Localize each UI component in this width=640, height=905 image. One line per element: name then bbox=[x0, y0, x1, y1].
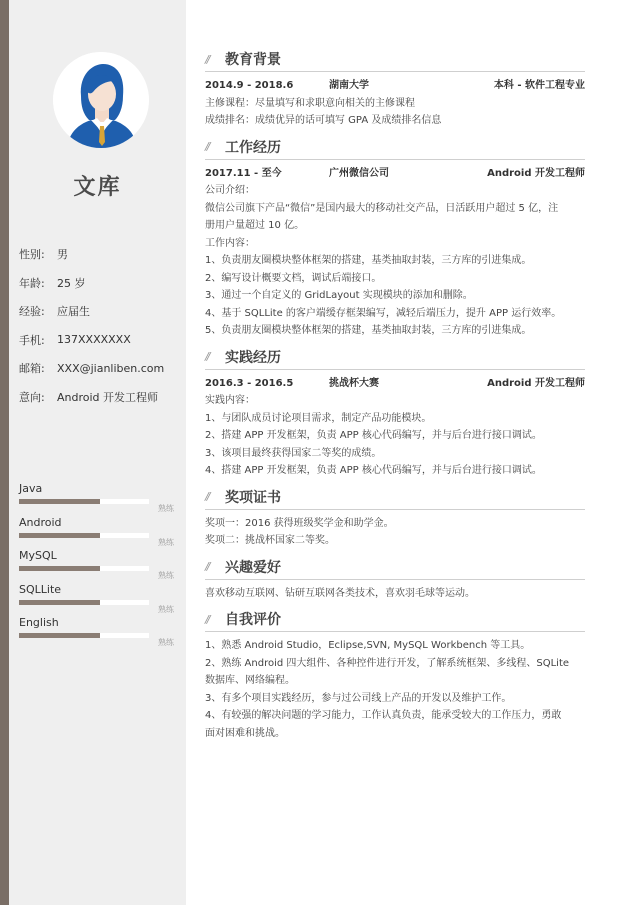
avatar-person-icon bbox=[53, 52, 149, 148]
section-divider bbox=[205, 509, 585, 510]
education-school: 湖南大学 bbox=[329, 80, 369, 91]
skill-bar-fill bbox=[19, 566, 100, 571]
skill-bar bbox=[19, 566, 149, 571]
skill-name: MySQL bbox=[19, 549, 57, 562]
self-eval-line: 3、有多个项目实践经历，参与过公司线上产品的开发以及维护工作。 bbox=[205, 692, 512, 704]
section-divider bbox=[205, 369, 585, 370]
education-degree: 本科 - 软件工程专业 bbox=[493, 80, 585, 91]
info-value: 男 bbox=[57, 248, 68, 262]
skill-bar bbox=[19, 600, 149, 605]
section-header bbox=[205, 136, 585, 158]
practice-item: 4、搭建 APP 开发框架，负责 APP 核心代码编写，并与后台进行接口调试。 bbox=[205, 465, 542, 476]
practice-event: 挑战杯大赛 bbox=[329, 377, 379, 389]
section-header bbox=[205, 48, 585, 70]
skill-bar bbox=[19, 499, 149, 504]
work-content-label: 工作内容： bbox=[205, 237, 255, 249]
skill-level: 熟练 bbox=[158, 537, 174, 547]
section-header bbox=[205, 346, 585, 368]
section-divider bbox=[205, 159, 585, 160]
work-item: 4、基于 SQLLite 的客户端缓存框架编写，减轻后端压力，提升 APP 运行效率。 bbox=[205, 307, 562, 319]
section-education bbox=[205, 48, 585, 130]
practice-item: 1、与团队成员讨论项目需求，制定产品功能模块。 bbox=[205, 412, 432, 424]
education-line: 主修课程：尽量填写和求职意向相关的主修课程 bbox=[205, 97, 415, 109]
info-value: 137XXXXXXX bbox=[57, 333, 131, 347]
self-eval-line: 面对困难和挑战。 bbox=[205, 727, 285, 739]
info-label: 年龄: bbox=[19, 276, 45, 290]
candidate-name: 文库 bbox=[73, 175, 122, 200]
section-title: 实践经历 bbox=[225, 349, 281, 366]
skill-item bbox=[19, 616, 184, 650]
skill-item bbox=[19, 549, 184, 583]
work-item: 3、通过一个自定义的 GridLayout 实现模块的添加和删除。 bbox=[205, 290, 473, 301]
section-self-evaluation bbox=[205, 608, 585, 742]
work-item: 2、编写设计概要文档，调试后端接口。 bbox=[205, 272, 382, 284]
section-header bbox=[205, 556, 585, 578]
left-edge-stripe bbox=[0, 0, 9, 905]
info-label: 经验: bbox=[19, 305, 45, 319]
work-item: 1、负责朋友圈模块整体框架的搭建，基类抽取封装，三方库的引进集成。 bbox=[205, 255, 532, 266]
work-intro-text: 册用户量超过 10 亿。 bbox=[205, 220, 305, 231]
practice-period: 2016.3 - 2016.5 bbox=[205, 377, 294, 389]
award-item: 奖项二：挑战杯国家二等奖。 bbox=[205, 535, 335, 546]
skill-bar-fill bbox=[19, 633, 100, 638]
skill-name: Java bbox=[19, 482, 43, 495]
work-period: 2017.11 - 至今 bbox=[205, 167, 282, 179]
self-eval-line: 数据库、网络编程。 bbox=[205, 675, 295, 686]
section-divider bbox=[205, 631, 585, 632]
skill-bar bbox=[19, 533, 149, 538]
personal-info bbox=[19, 240, 184, 411]
section-header bbox=[205, 486, 585, 508]
practice-role: Android 开发工程师 bbox=[487, 377, 585, 389]
section-title: 自我评价 bbox=[225, 612, 281, 628]
skills-list bbox=[19, 482, 184, 650]
section-divider bbox=[205, 579, 585, 580]
practice-content-label: 实践内容： bbox=[205, 395, 255, 406]
skill-item bbox=[19, 583, 184, 617]
skill-level: 熟练 bbox=[158, 571, 174, 580]
slash-icon: // bbox=[205, 350, 209, 363]
slash-icon: // bbox=[205, 490, 209, 503]
skill-name: SQLLite bbox=[19, 582, 62, 596]
practice-header-row bbox=[205, 375, 585, 393]
skill-item bbox=[19, 482, 184, 516]
section-title: 奖项证书 bbox=[225, 489, 281, 506]
education-header-row bbox=[205, 77, 585, 95]
info-label: 手机: bbox=[19, 333, 45, 347]
skill-bar-fill bbox=[19, 533, 100, 538]
skill-name: Android bbox=[19, 515, 62, 529]
section-header bbox=[205, 608, 585, 630]
info-row-email bbox=[19, 354, 184, 383]
self-eval-line: 4、有较强的解决问题的学习能力，工作认真负责，能承受较大的工作压力，勇敢 bbox=[205, 710, 562, 721]
section-work bbox=[205, 136, 585, 340]
skill-name: English bbox=[19, 616, 59, 629]
skill-level: 熟练 bbox=[158, 604, 174, 614]
main-content bbox=[205, 48, 585, 742]
section-title: 教育背景 bbox=[225, 52, 281, 68]
skill-bar bbox=[19, 633, 149, 638]
avatar bbox=[53, 52, 149, 148]
skill-level: 熟练 bbox=[158, 504, 174, 513]
education-period: 2014.9 - 2018.6 bbox=[205, 80, 294, 91]
slash-icon: // bbox=[205, 140, 209, 153]
info-value: Android 开发工程师 bbox=[57, 390, 159, 404]
info-value: XXX@jianliben.com bbox=[57, 361, 165, 375]
skill-level: 熟练 bbox=[158, 638, 174, 647]
work-intro-text: 微信公司旗下产品“微信”是国内最大的移动社交产品，日活跃用户超过 5 亿，注 bbox=[205, 202, 559, 214]
work-intro-label: 公司介绍： bbox=[205, 185, 255, 196]
section-practice bbox=[205, 346, 585, 480]
work-role: Android 开发工程师 bbox=[487, 167, 585, 179]
hobbies-text: 喜欢移动互联网、钻研互联网各类技术，喜欢羽毛球等运动。 bbox=[205, 587, 475, 599]
skill-bar-fill bbox=[19, 600, 100, 605]
practice-item: 3、该项目最终获得国家二等奖的成绩。 bbox=[205, 447, 382, 459]
info-row-phone bbox=[19, 326, 184, 355]
info-row-age bbox=[19, 269, 184, 298]
work-header-row bbox=[205, 165, 585, 183]
section-title: 兴趣爱好 bbox=[225, 559, 281, 576]
slash-icon: // bbox=[205, 612, 209, 626]
info-row-experience bbox=[19, 297, 184, 326]
section-hobbies bbox=[205, 556, 585, 603]
education-line: 成绩排名：成绩优异的话可填写 GPA 及成绩排名信息 bbox=[205, 115, 442, 126]
work-company: 广州微信公司 bbox=[329, 167, 389, 179]
info-value: 25 岁 bbox=[57, 276, 86, 290]
sidebar bbox=[9, 0, 186, 905]
work-item: 5、负责朋友圈模块整体框架的搭建，基类抽取封装，三方库的引进集成。 bbox=[205, 325, 532, 336]
section-title: 工作经历 bbox=[225, 139, 281, 156]
self-eval-line: 1、熟悉 Android Studio，Eclipse,SVN, MySQL Workbench 等工具。 bbox=[205, 640, 531, 651]
skill-item bbox=[19, 516, 184, 550]
skill-bar-fill bbox=[19, 499, 100, 504]
slash-icon: // bbox=[205, 560, 209, 573]
info-value: 应届生 bbox=[57, 305, 90, 319]
section-awards bbox=[205, 486, 585, 550]
info-label: 性别: bbox=[19, 248, 45, 262]
practice-item: 2、搭建 APP 开发框架，负责 APP 核心代码编写，并与后台进行接口调试。 bbox=[205, 430, 542, 441]
info-row-intention bbox=[19, 383, 184, 412]
info-row-gender bbox=[19, 240, 184, 269]
info-label: 邮箱: bbox=[19, 362, 45, 376]
info-label: 意向: bbox=[19, 390, 45, 404]
award-item: 奖项一：2016 获得班级奖学金和助学金。 bbox=[205, 517, 394, 529]
self-eval-line: 2、熟练 Android 四大组件、各种控件进行开发，了解系统框架、多线程、SQLite bbox=[205, 657, 570, 669]
slash-icon: // bbox=[205, 52, 209, 66]
section-divider bbox=[205, 71, 585, 72]
